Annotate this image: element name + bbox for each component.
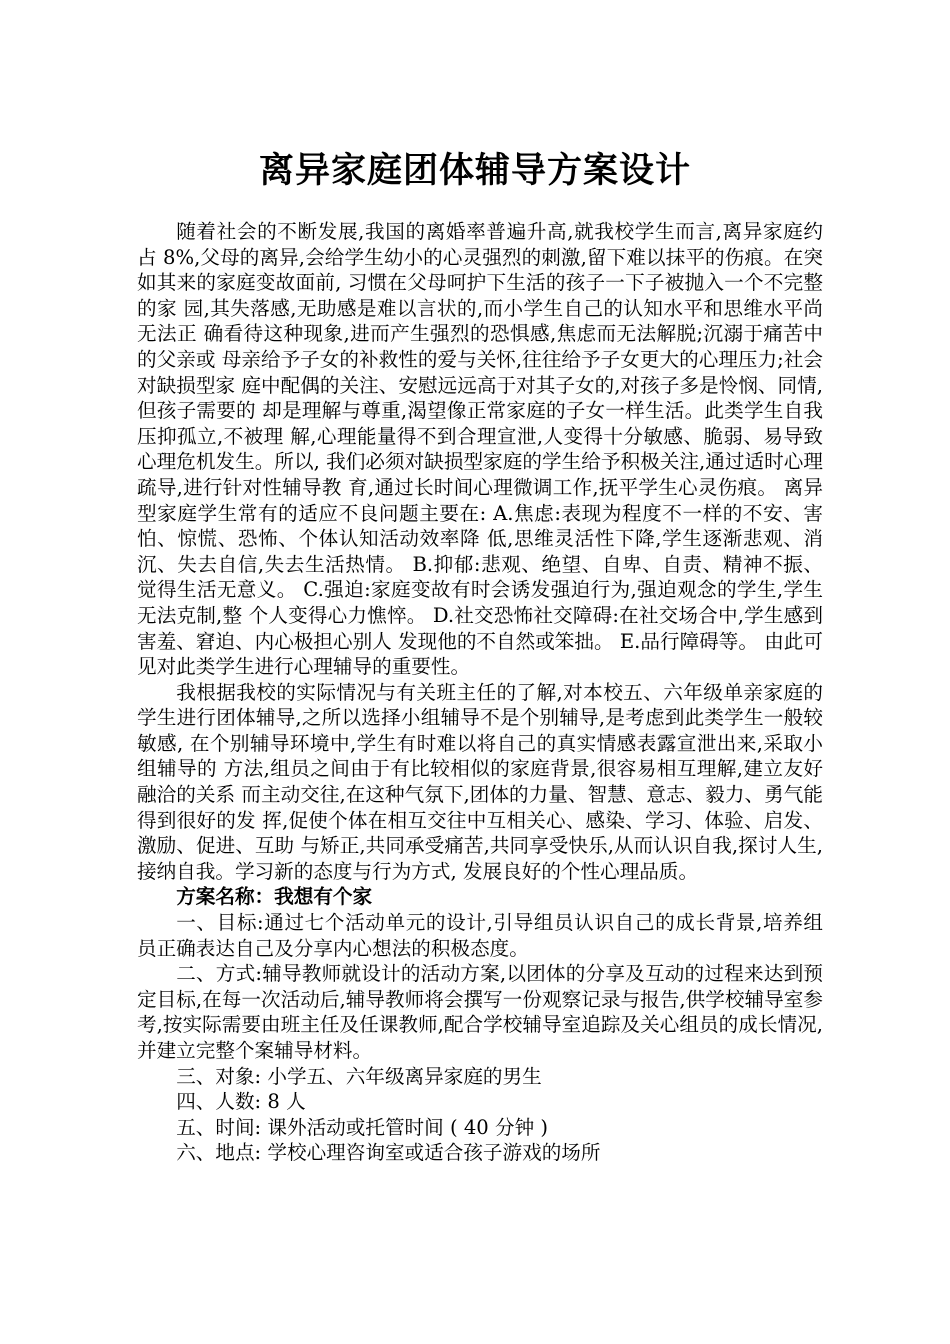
plan-item-location: 六、地点: 学校心理咨询室或适合孩子游戏的场所	[176, 1141, 601, 1165]
plan-name-heading: 方案名称：我想有个家	[176, 885, 373, 909]
document-body	[137, 219, 823, 1166]
plan-item-method: 二、方式:辅导教师就设计的活动方案,以团体的分享及互动的过程来达到预 定目标,在每一次活动后,辅导教师将会撰写一份观察记录与报告,供学校辅导室参 考,按实际需要由班主任及任课教师,配合学校辅导室追踪及关心组员的成长情况, 并建立完整个案辅导材料。	[137, 962, 823, 1062]
document-title: 离异家庭团体辅导方案设计	[258, 151, 691, 191]
intro-paragraph: 随着社会的不断发展,我国的离婚率普遍升高,就我校学生而言,离异家庭约 占 8%,父母的离异,会给学生幼小的心灵强烈的刺激,留下难以抹平的伤痕。在突 如其来的家庭变故面前, 习惯在父母呵护下生活的孩子一下子被抛入一个不完整的家 园,其失落感,无助感是难以言状的,而小学生自己的认知水平和思维水平尚无法正 确看待这种现象,进而产生强烈的恐惧感,焦虑而无法解脱;沉溺于痛苦中的父亲或 母亲给予子女的补救性的爱与关怀,往往给予子女更大的心理压力;社会对缺损型家 庭中配偶的关注、安慰远远高于对其子女的,对孩子多是怜悯、同情,但孩子需要的 却是理解与尊重,渴望像正常家庭的子女一样生活。此类学生自我压抑孤立,不被理 解,心理能量得不到合理宣泄,人变得十分敏感、脆弱、易导致心理危机发生。所以, 我们必须对缺损型家庭的学生给予积极关注,通过适时心理疏导,进行针对性辅导教 育,通过长时间心理微调工作,抚平学生心灵伤痕。 离异型家庭学生常有的适应不良问题主要在: A.焦虑:表现为程度不一样的不安、害怕、惊慌、恐怖、个体认知活动效率降 低,思维灵活性下降,学生逐渐悲观、消沉、失去自信,失去生活热情。 B.抑郁:悲观、绝望、自卑、自责、精神不振、觉得生活无意义。 C.强迫:家庭变故有时会诱发强迫行为,强迫观念的学生,学生无法克制,整 个人变得心力憔悴。 D.社交恐怖社交障碍:在社交场合中,学生感到害羞、窘迫、内心极担心别人 发现他的不自然或笨拙。 E.品行障碍等。 由此可见对此类学生进行心理辅导的重要性。	[137, 220, 823, 679]
plan-item-target: 三、对象: 小学五、六年级离异家庭的男生	[176, 1064, 542, 1088]
plan-item-count: 四、人数: 8 人	[176, 1090, 306, 1114]
plan-item-time: 五、时间: 课外活动或托管时间 ( 40 分钟 )	[176, 1115, 549, 1139]
plan-item-goal: 一、目标:通过七个活动单元的设计,引导组员认识自己的成长背景,培养组 员正确表达自己及分享内心想法的积极态度。	[137, 911, 823, 960]
approach-paragraph: 我根据我校的实际情况与有关班主任的了解,对本校五、六年级单亲家庭的学生进行团体辅导,之所以选择小组辅导不是个别辅导,是考虑到此类学生一般较敏感, 在个别辅导环境中,学生有时难以将自己的真实情感表露宣泄出来,采取小组辅导的 方法,组员之间由于有比较相似的家庭背景,很容易相互理解,建立友好融洽的关系 而主动交往,在这种气氛下,团体的力量、智慧、意志、毅力、勇气能得到很好的发 挥,促使个体在相互交往中互相关心、感染、学习、体验、启发、激励、促进、互助 与矫正,共同承受痛苦,共同享受快乐,从而认识自我,探讨人生,接纳自我。学习新的态度与行为方式, 发展良好的个性心理品质。	[137, 680, 823, 883]
